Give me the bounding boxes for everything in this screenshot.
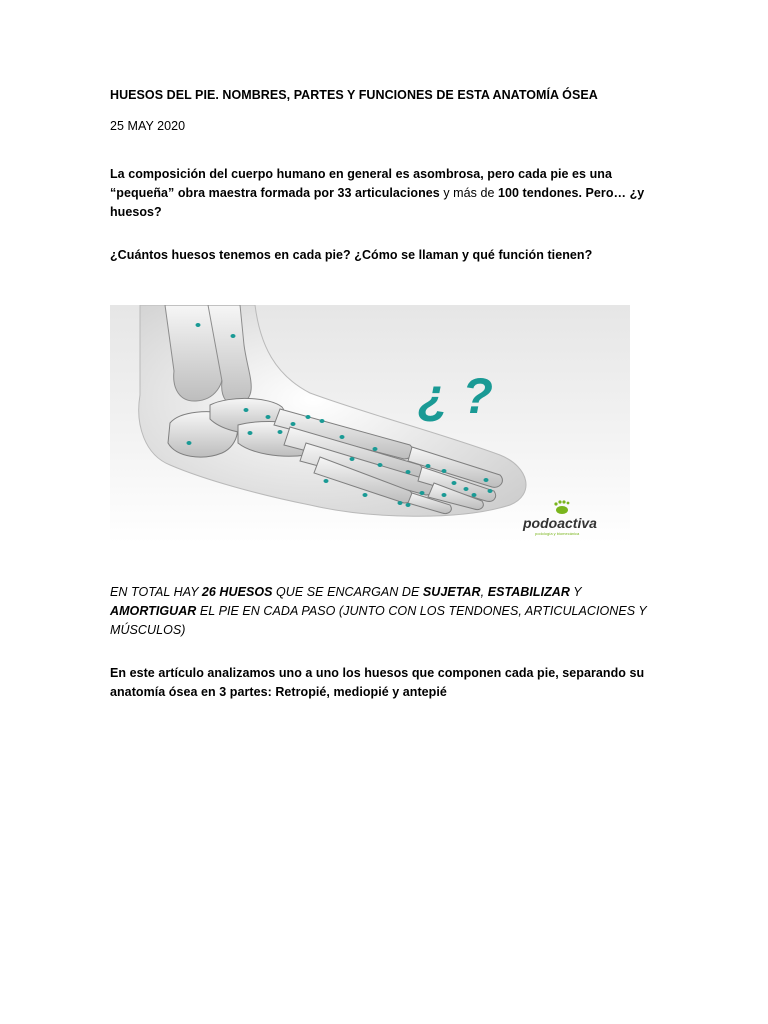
article-parts: 3 partes <box>219 685 268 699</box>
intro-text-3: . Pero… ¿y huesos? <box>110 186 645 219</box>
intro-text-2: y más de <box>439 186 498 200</box>
question-marks-overlay: ¿ ? <box>418 368 493 424</box>
logo-tagline: podología y biomecánica <box>535 531 580 536</box>
intro-paragraph <box>110 165 670 222</box>
question-heading: ¿Cuántos huesos tenemos en cada pie? ¿Cómo se llaman y qué función tienen? <box>110 248 593 262</box>
total-text-2: QUE SE ENCARGAN DE <box>272 585 423 599</box>
publish-date: 25 MAY 2020 <box>110 119 186 133</box>
total-amortiguar: AMORTIGUAR <box>110 604 197 618</box>
intro-tendons: 100 tendones <box>497 186 579 200</box>
total-estabilizar: ESTABILIZAR <box>487 585 570 599</box>
total-bones-count: 26 HUESOS <box>201 585 273 599</box>
total-bones-paragraph <box>110 583 670 640</box>
total-text-1: EN TOTAL HAY <box>110 585 202 599</box>
intro-joints: 33 articulaciones <box>337 186 440 200</box>
total-text-5: EL PIE EN CADA PASO (JUNTO CON LOS TENDONES, ARTICULACIONES Y MÚSCULOS) <box>110 604 647 637</box>
article-paragraph <box>110 664 670 702</box>
total-text-3: , <box>480 585 488 599</box>
foot-skeleton-illustration <box>110 305 630 543</box>
intro-text-1: La composición del cuerpo humano en general es asombrosa, pero cada pie es una “pequeña” obra maestra formada por <box>110 167 612 200</box>
logo-wordmark: podoactiva <box>523 515 597 531</box>
total-text-4: Y <box>569 585 582 599</box>
article-text-1: En este artículo analizamos uno a uno los huesos que componen cada pie, separando su anatomía ósea en <box>110 666 645 699</box>
article-text-2: : Retropié, mediopié y antepié <box>267 685 447 699</box>
foot-bones-figure <box>110 305 630 543</box>
document-title: HUESOS DEL PIE. NOMBRES, PARTES Y FUNCIONES DE ESTA ANATOMÍA ÓSEA <box>110 88 598 102</box>
total-sujetar: SUJETAR <box>422 585 481 599</box>
